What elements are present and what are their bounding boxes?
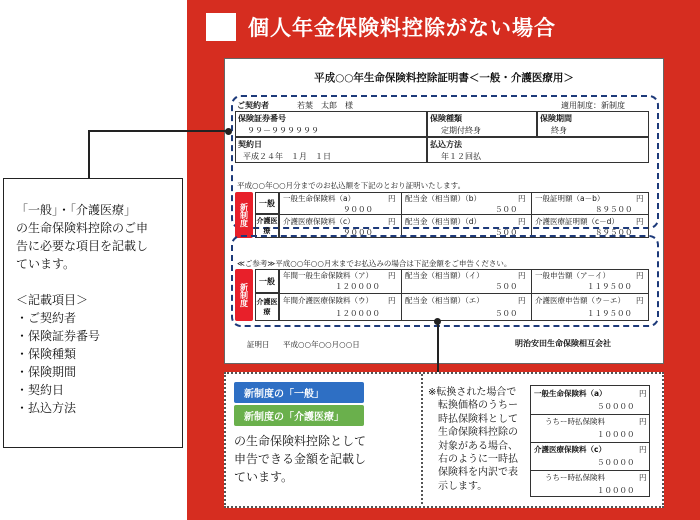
general-dividend-value: ５００ [495, 205, 518, 214]
note-line: 対象がある場合、 [438, 440, 518, 452]
policy-type-value: 定期付終身 [441, 126, 481, 135]
header-title: 個人年金保険料控除がない場合 [248, 16, 556, 40]
yen-unit: 円 [388, 217, 396, 226]
note-line: 「一般」・「介護医療」 [16, 203, 137, 217]
note-line: 保険料を内訳で表 [438, 467, 518, 479]
yen-unit: 円 [636, 217, 644, 226]
row-divider [531, 470, 649, 471]
yen-unit: 円 [639, 473, 647, 482]
yen-unit: 円 [388, 194, 396, 203]
care-category: 介護医療 [255, 214, 279, 238]
care-dividend-value: ５００ [495, 228, 518, 237]
row-divider [531, 442, 649, 443]
left-note-box [3, 178, 183, 448]
mini-care-value: ５００００ [597, 458, 635, 467]
connector-dot [434, 318, 441, 325]
section-header [206, 10, 556, 44]
mini-general-label: 一般生命保険料（a） [534, 389, 607, 398]
contract-date-value: 平成２４年 １月 １日 [243, 152, 331, 161]
general-dividend-label: 配当金（相当額）（b） [405, 194, 482, 203]
connector-dot [225, 128, 232, 135]
contractor-label: ご契約者 [237, 101, 269, 110]
mini-lump2-label: うちー時払保険料 [545, 473, 605, 482]
note-line: の生命保険料控除のご申 [16, 221, 149, 235]
care-pill: 新制度の「介護医療」 [234, 405, 364, 426]
yen-unit: 円 [639, 389, 647, 398]
annual-general-label: 年間一般生命保険料（ア） [283, 271, 373, 280]
general-premium-value: ９０００ [343, 205, 373, 214]
cert-date-value: 平成○○年○○月○○日 [283, 340, 360, 349]
certificate-paper [224, 58, 664, 364]
care-premium-value: ９０００ [343, 228, 373, 237]
general-pill: 新制度の「一般」 [234, 382, 364, 403]
certificate-title: 平成○○年生命保険料控除証明書＜一般・介護医療用＞ [314, 72, 574, 84]
note-line: 示します。 [438, 480, 488, 492]
mini-care-label: 介護医療保険料（c） [534, 445, 606, 454]
note-line: 生命保険料控除の [438, 427, 518, 439]
note-line: 転換価格のうちー [438, 400, 518, 412]
note-line: 告に必要な項目を記載し [16, 239, 149, 253]
note-line: ています。 [16, 257, 76, 271]
col-divider [531, 269, 532, 321]
yen-unit: 円 [388, 296, 396, 305]
period-label: 保険期間 [540, 114, 572, 123]
desc-line: の生命保険料控除として [234, 434, 367, 448]
system-label: 適用制度：新制度 [561, 101, 625, 110]
row-divider [531, 414, 649, 415]
care-dividend-label: 配当金（相当額）（d） [405, 217, 482, 226]
note-line: ※転換された場合で [428, 387, 517, 398]
policy-no-value: ９９－９９９９９９ [247, 126, 319, 135]
list-item: ・契約日 [16, 383, 65, 397]
annual-general-dividend-value: ５００ [495, 282, 518, 291]
yen-unit: 円 [518, 217, 526, 226]
policy-no-label: 保険証券番号 [238, 114, 286, 123]
list-item: ・払込方法 [16, 401, 77, 415]
annual-general-value: １２００００ [335, 282, 380, 291]
yen-unit: 円 [518, 271, 526, 280]
yen-unit: 円 [518, 194, 526, 203]
connector-line [437, 322, 439, 376]
care-category: 介護医療 [255, 293, 279, 321]
payment-label: 払込方法 [430, 140, 462, 149]
note-line: 時払保険料として [438, 413, 518, 425]
yen-unit: 円 [388, 271, 396, 280]
care-cert-value: ８９５００ [595, 228, 633, 237]
row-divider [279, 293, 649, 294]
payment-value: 年１２回払 [441, 152, 481, 161]
connector-line [88, 130, 228, 132]
mini-lump2-value: １００００ [597, 486, 635, 495]
general-declare-value: １１９５００ [587, 282, 632, 291]
care-declare-value: １１９５００ [587, 309, 632, 318]
annual-general-dividend-label: 配当金（相当額）（イ） [405, 271, 484, 280]
reference-intro: ≪ご参考≫平成○○年○○月末までお払込みの場合は下記金額をご申告ください。 [237, 259, 512, 268]
yen-unit: 円 [518, 296, 526, 305]
general-premium-label: 一般生命保険料（a） [283, 194, 356, 203]
general-cert-value: ８９５００ [595, 205, 633, 214]
annual-care-value: １２００００ [335, 309, 380, 318]
general-cert-label: 一般証明額（a－b） [535, 194, 605, 203]
col-divider [401, 269, 402, 321]
period-value: 終身 [551, 126, 567, 135]
general-category: 一般 [255, 192, 279, 214]
annual-care-label: 年間介護医療保険料（ウ） [283, 296, 373, 305]
contract-date-label: 契約日 [238, 140, 262, 149]
yen-unit: 円 [636, 194, 644, 203]
conversion-note [428, 386, 528, 493]
col-divider [531, 192, 532, 238]
new-system-tag-1: 新制度 [235, 192, 253, 238]
mini-lump1-value: １００００ [597, 430, 635, 439]
row-divider [279, 214, 649, 215]
items-title: ＜記載項目＞ [16, 293, 89, 307]
desc-line: ています。 [234, 470, 294, 484]
annual-care-dividend-value: ５００ [495, 309, 518, 318]
yen-unit: 円 [639, 417, 647, 426]
list-item: ・保険種類 [16, 347, 77, 361]
general-declare-label: 一般申告額（ア－イ） [535, 271, 610, 280]
policy-type-label: 保険種類 [430, 114, 462, 123]
care-cert-label: 介護医療証明額（c－d） [535, 217, 619, 226]
new-system-tag-2: 新制度 [235, 269, 253, 321]
list-item: ・保険期間 [16, 365, 77, 379]
bottom-desc [234, 432, 366, 486]
dotted-divider [421, 374, 423, 504]
yen-unit: 円 [639, 445, 647, 454]
col-divider [401, 192, 402, 238]
list-item: ・保険証券番号 [16, 329, 101, 343]
general-category: 一般 [255, 269, 279, 293]
note-line: 右のように一時払 [438, 454, 518, 466]
mini-lump1-label: うちー時払保険料 [545, 417, 605, 426]
mini-general-value: ５００００ [597, 402, 635, 411]
yen-unit: 円 [636, 271, 644, 280]
company-name: 明治安田生命保険相互会社 [515, 339, 611, 348]
lump-sum-table [530, 385, 650, 497]
connector-line [88, 130, 90, 178]
list-item: ・ご契約者 [16, 311, 77, 325]
cert-date-label: 証明日 [247, 340, 270, 349]
contractor-name: 若葉 太郎 様 [297, 101, 353, 110]
annual-care-dividend-label: 配当金（相当額）（エ） [405, 296, 484, 305]
yen-unit: 円 [636, 296, 644, 305]
care-premium-label: 介護医療保険料（c） [283, 217, 355, 226]
amount-intro: 平成○○年○○月分までのお払込額を下記のとおり証明いたします。 [237, 181, 466, 190]
header-square [206, 13, 236, 41]
desc-line: 申告できる金額を記載し [234, 452, 367, 466]
care-declare-label: 介護医療申告額（ウ－エ） [535, 296, 625, 305]
